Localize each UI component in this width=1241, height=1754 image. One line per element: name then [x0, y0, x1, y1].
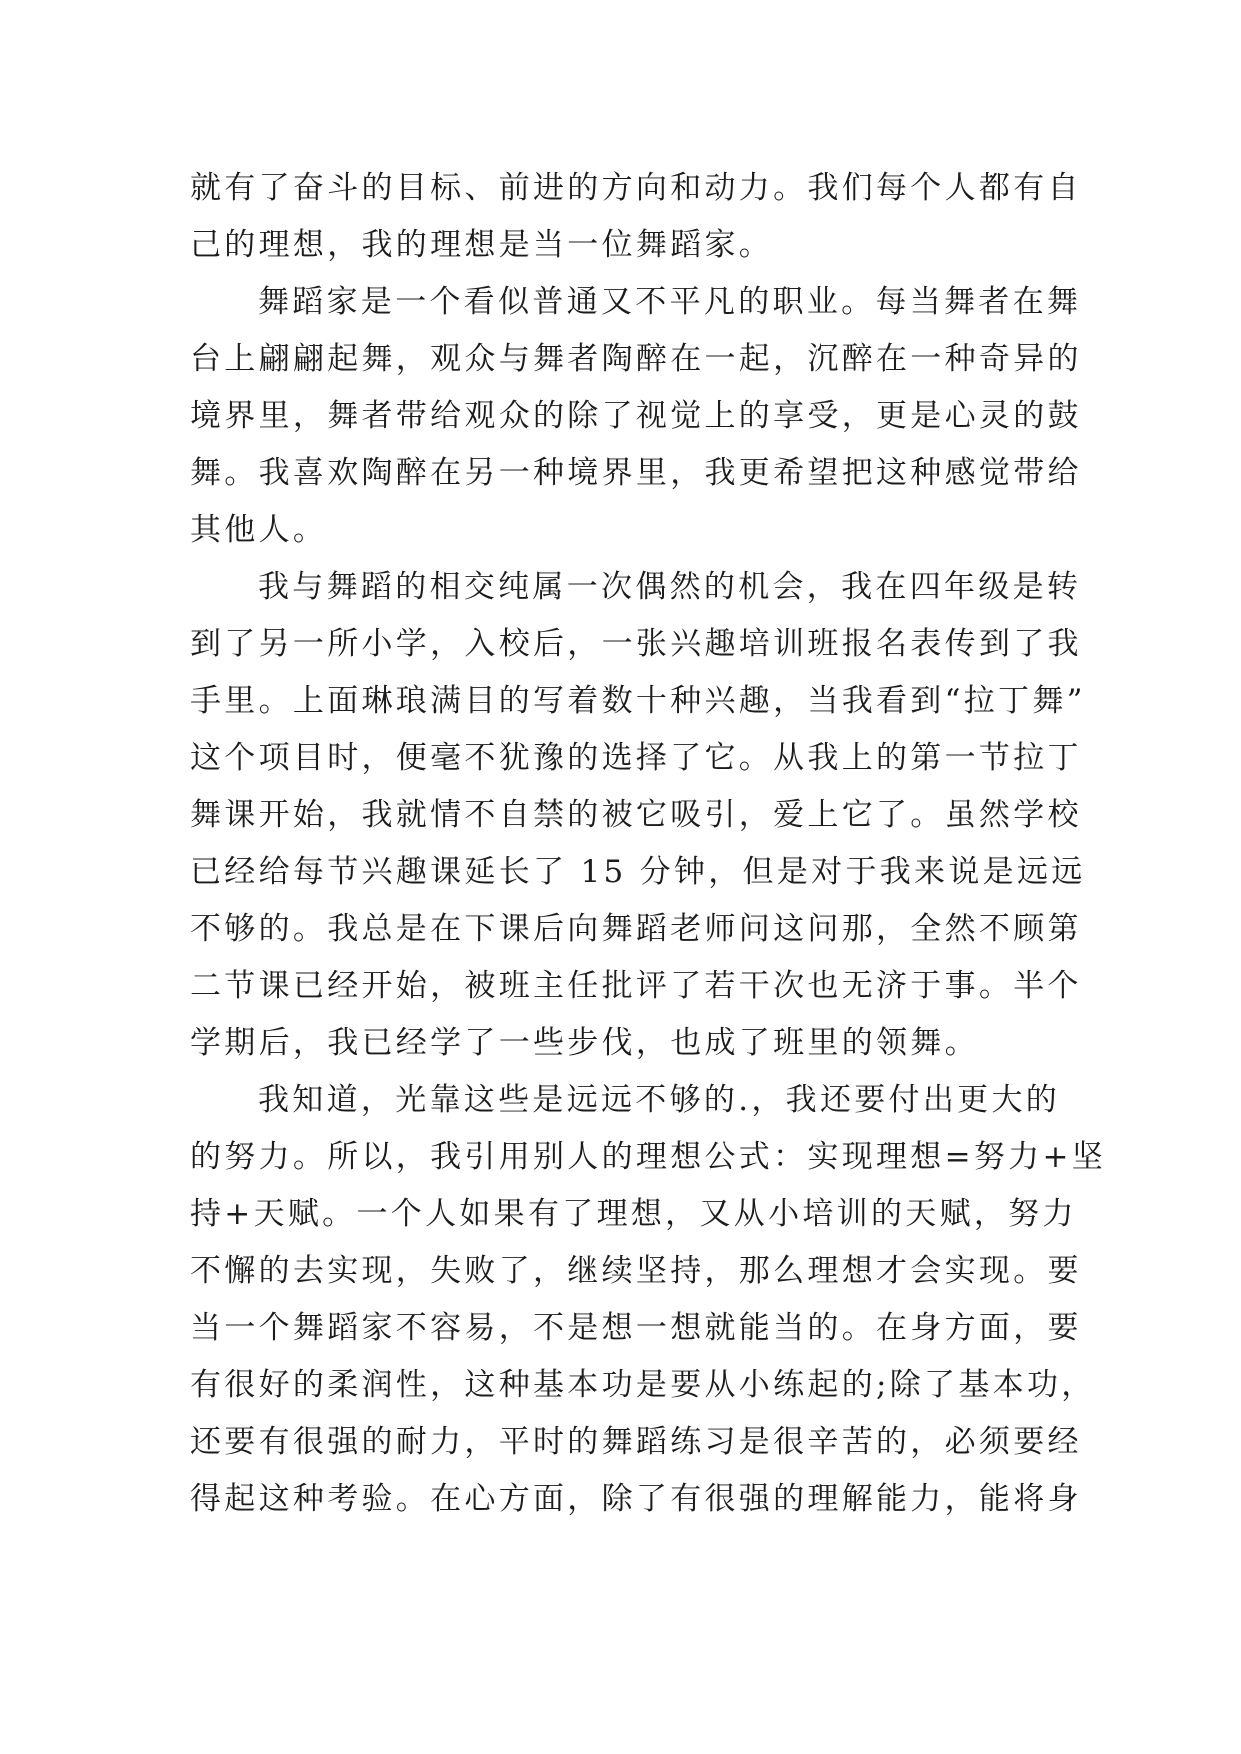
text-line: 其他人。	[190, 512, 328, 548]
text-line: 到了另一所小学，入校后，一张兴趣培训班报名表传到了我	[190, 626, 1082, 662]
text-line: 手里。上面琳琅满目的写着数十种兴趣，当我看到“拉丁舞”	[190, 683, 1086, 719]
text-line: 舞。我喜欢陶醉在另一种境界里，我更希望把这种感觉带给	[190, 455, 1082, 491]
text-line: 得起这种考验。在心方面，除了有很强的理解能力，能将身	[190, 1481, 1082, 1517]
text-line: 境界里，舞者带给观众的除了视觉上的享受，更是心灵的鼓	[190, 398, 1082, 434]
text-line: 有很好的柔润性，这种基本功是要从小练起的;除了基本功，	[190, 1367, 1096, 1403]
text-line: 当一个舞蹈家不容易，不是想一想就能当的。在身方面，要	[190, 1310, 1082, 1346]
essay-body	[190, 160, 1107, 1528]
paragraph-start-line: 舞蹈家是一个看似普通又不平凡的职业。每当舞者在舞	[258, 284, 1082, 320]
text-line: 的努力。所以，我引用别人的理想公式：实现理想=努力+坚	[190, 1139, 1107, 1175]
text-line: 这个项目时，便毫不犹豫的选择了它。从我上的第一节拉丁	[190, 740, 1082, 776]
text-line: 己的理想，我的理想是当一位舞蹈家。	[190, 227, 774, 263]
paragraph-start-line: 我与舞蹈的相交纯属一次偶然的机会，我在四年级是转	[258, 569, 1082, 605]
text-line: 学期后，我已经学了一些步伐，也成了班里的领舞。	[190, 1025, 979, 1061]
paragraph-start-line: 我知道，光靠这些是远远不够的.，我还要付出更大的	[258, 1082, 1061, 1118]
text-line: 还要有很强的耐力，平时的舞蹈练习是很辛苦的，必须要经	[190, 1424, 1082, 1460]
text-line: 不懈的去实现，失败了，继续坚持，那么理想才会实现。要	[190, 1253, 1082, 1289]
text-line: 舞课开始，我就情不自禁的被它吸引，爱上它了。虽然学校	[190, 797, 1082, 833]
text-line: 已经给每节兴趣课延长了 15 分钟，但是对于我来说是远远	[190, 854, 1086, 890]
text-line: 不够的。我总是在下课后向舞蹈老师问这问那，全然不顾第	[190, 911, 1082, 947]
text-line: 持+天赋。一个人如果有了理想，又从小培训的天赋，努力	[190, 1196, 1077, 1232]
text-line: 二节课已经开始，被班主任批评了若干次也无济于事。半个	[190, 968, 1082, 1004]
text-line: 台上翩翩起舞，观众与舞者陶醉在一起，沉醉在一种奇异的	[190, 341, 1082, 377]
text-line: 就有了奋斗的目标、前进的方向和动力。我们每个人都有自	[190, 170, 1082, 206]
